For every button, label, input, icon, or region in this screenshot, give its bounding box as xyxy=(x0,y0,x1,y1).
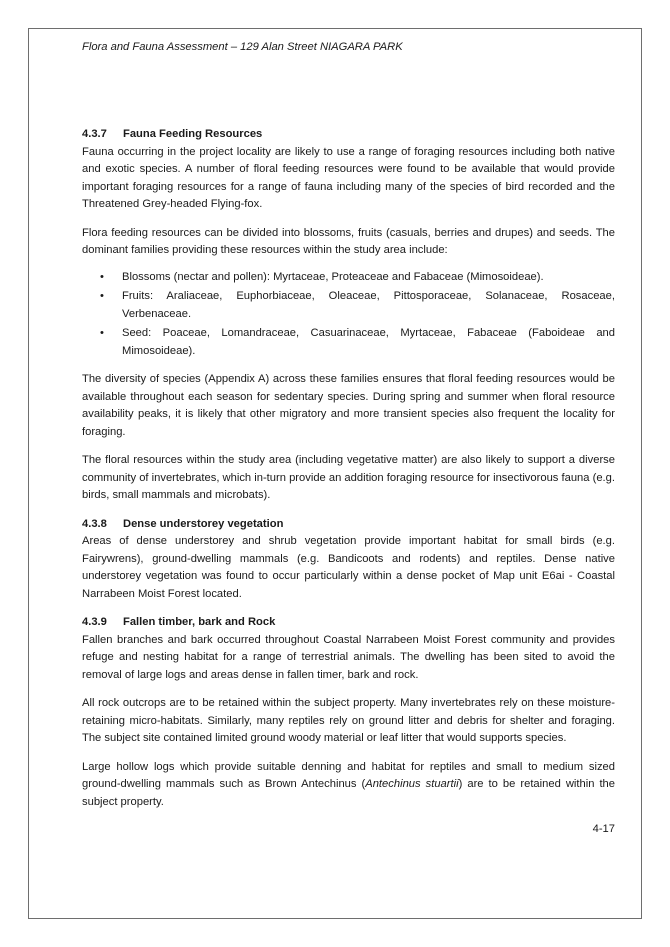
paragraph: Fauna occurring in the project locality are likely to use a range of foraging resources including both native and exotic species. A number of floral feeding resources were found to be available that would provide important foraging resources for a range of fauna including many of the species of bird recorded and the Threatened Grey-headed Flying-fox. xyxy=(82,145,615,210)
bullet-icon: • xyxy=(100,327,104,339)
list-item: • Blossoms (nectar and pollen): Myrtaceae, Proteaceae and Fabaceae (Mimosoideae). xyxy=(82,269,615,287)
paragraph: Large hollow logs which provide suitable denning and habitat for reptiles and small to medium sized ground-dwelling mammals such as Brown Antechinus (Antechinus stuartii) are to be retained within the subject property. xyxy=(82,760,616,808)
section-number: 4.3.8 xyxy=(82,517,107,530)
bullet-list xyxy=(82,269,615,361)
list-item: • Fruits: Araliaceae, Euphorbiaceae, Oleaceae, Pittosporaceae, Solanaceae, Rosaceae, Verbenaceae. xyxy=(100,290,615,320)
document-body xyxy=(82,40,615,811)
paragraph: The diversity of species (Appendix A) across these families ensures that floral feeding resources would be available throughout each season for sedentary species. During spring and summer when floral resource availability peaks, it is likely that other migratory and more transient species also frequent the locality for foraging. xyxy=(82,373,615,438)
bullet-icon: • xyxy=(100,290,104,302)
section-title: Dense understorey vegetation xyxy=(123,517,284,530)
section-number: 4.3.7 xyxy=(82,128,107,140)
section-heading-4-3-7 xyxy=(82,126,615,144)
paragraph: Fallen branches and bark occurred throughout Coastal Narrabeen Moist Forest community and provides refuge and nesting habitat for a range of terrestrial animals. The dwelling has been sited to avoid the removal of large logs and areas dense in fallen timer, bark and rock. xyxy=(82,633,615,681)
page-number: 4-17 xyxy=(592,823,615,835)
species-name: Antechinus stuartii xyxy=(365,778,459,790)
paragraph: The floral resources within the study area (including vegetative matter) are also likely to support a diverse community of invertebrates, which in-turn provide an addition foraging resource for insectivorous fauna (e.g. birds, small mammals and microbats). xyxy=(82,454,615,501)
section-title: Fallen timber, bark and Rock xyxy=(123,616,276,628)
running-header: Flora and Fauna Assessment – 129 Alan Street NIAGARA PARK xyxy=(82,41,403,53)
paragraph: All rock outcrops are to be retained within the subject property. Many invertebrates rely on these moisture-retaining micro-habitats. Similarly, many reptiles rely on ground litter and debris for shelter and foraging. The subject site contained limited ground woody material or leaf litter that would supports species. xyxy=(82,697,615,744)
paragraph: Flora feeding resources can be divided into blossoms, fruits (casuals, berries and drupes) and seeds. The dominant families providing these resources within the study area include: xyxy=(82,226,615,256)
bullet-icon: • xyxy=(100,270,104,283)
section-heading-4-3-8 xyxy=(82,516,615,534)
section-title: Fauna Feeding Resources xyxy=(123,128,263,140)
paragraph: Areas of dense understorey and shrub vegetation provide important habitat for small birds (e.g. Fairywrens), ground-dwelling mammals (e.g. Bandicoots and rodents) and reptiles. Dense native understorey vegetation was found to occur particularly within a dense pocket of Map unit E6ai - Coastal Narrabeen Moist Forest located. xyxy=(82,535,615,600)
section-number: 4.3.9 xyxy=(82,616,107,628)
section-heading-4-3-9 xyxy=(82,614,615,632)
list-item: • Seed: Poaceae, Lomandraceae, Casuarinaceae, Myrtaceae, Fabaceae (Faboideae and Mimosoideae). xyxy=(100,327,615,357)
